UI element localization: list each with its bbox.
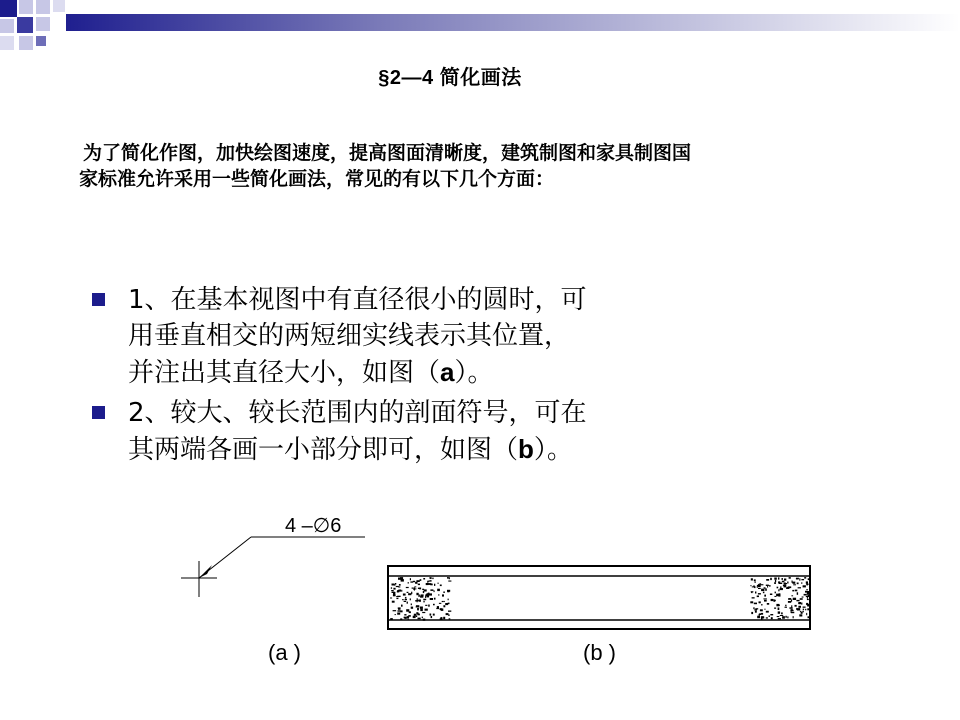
hatch-speck [393, 588, 395, 590]
hatch-speck [781, 588, 783, 589]
hatch-speck [398, 590, 401, 592]
hatch-speck [774, 582, 776, 584]
hatch-speck [792, 582, 795, 584]
hatch-speck [770, 594, 772, 596]
hatch-speck [807, 604, 809, 606]
hatch-speck [402, 599, 404, 600]
hatch-speck [392, 601, 395, 603]
hatch-speck [784, 579, 786, 581]
hatch-speck [436, 608, 439, 609]
hatch-speck [770, 614, 773, 615]
hatch-speck [434, 590, 435, 592]
hatch-speck [420, 609, 423, 611]
hatch-speck [425, 596, 426, 599]
hatch-speck [426, 583, 429, 585]
hatch-speck [778, 589, 779, 591]
hatch-speck [423, 578, 425, 580]
hatch-speck [448, 581, 451, 582]
hatch-speck [757, 586, 758, 587]
hatch-speck [791, 605, 792, 607]
hatch-speck [418, 596, 420, 597]
hatch-speck [448, 611, 451, 612]
hatch-speck [759, 614, 760, 616]
hatch-speck [782, 616, 785, 619]
hatch-speck [765, 588, 767, 590]
hatch-speck [790, 610, 793, 611]
hatch-speck [758, 584, 759, 586]
hatch-speck [774, 608, 776, 609]
hatch-speck [394, 584, 395, 586]
hatch-speck [807, 591, 810, 593]
hatch-speck [449, 577, 450, 579]
hatch-speck [805, 609, 806, 611]
hatch-speck [779, 593, 781, 595]
hatch-speck [761, 589, 764, 591]
hatch-speck [410, 598, 411, 600]
hatch-speck [404, 614, 406, 615]
hatch-speck [785, 616, 786, 618]
hatch-speck [800, 611, 801, 612]
hatch-speck [795, 590, 798, 592]
hatch-speck [801, 603, 802, 605]
hatch-speck [423, 599, 426, 601]
section-hatch-left [390, 577, 451, 621]
hatch-speck [413, 581, 415, 582]
hatch-speck [409, 611, 411, 613]
hatch-speck [447, 577, 449, 579]
hatch-speck [438, 594, 439, 595]
bullet-1-line-3-text: 并注出其直径大小，如图（ [128, 358, 441, 388]
hatch-speck [397, 613, 400, 615]
hatch-speck [778, 581, 780, 583]
hatch-speck [793, 616, 794, 618]
hatch-speck [803, 609, 804, 610]
hatch-speck [438, 606, 439, 608]
hatch-speck [422, 617, 423, 619]
hatch-speck [751, 591, 752, 593]
hatch-speck [425, 605, 427, 606]
hatch-speck [789, 607, 792, 609]
hatch-speck [804, 594, 807, 596]
hatch-speck [414, 614, 417, 616]
hatch-speck [434, 584, 435, 586]
hatch-speck [799, 614, 802, 616]
slide-title: §2—4 简化画法 [378, 67, 522, 89]
bullet-1-line-3-end: ）。 [454, 358, 494, 388]
hatch-speck [390, 618, 393, 619]
hatch-speck [757, 596, 759, 598]
hatch-speck [763, 592, 765, 594]
hatch-speck [778, 611, 780, 613]
hatch-speck [396, 586, 399, 587]
hatch-speck [420, 579, 422, 581]
hatch-speck [430, 614, 432, 615]
hatch-speck [798, 606, 801, 608]
hatch-speck [449, 618, 451, 619]
hatch-speck [425, 609, 428, 611]
hatch-speck [407, 616, 410, 619]
hatch-speck [427, 581, 428, 583]
hatch-speck [807, 608, 810, 610]
section-hatch-right [750, 577, 811, 620]
hatch-speck [759, 583, 761, 584]
hatch-speck [764, 600, 767, 602]
hatch-speck [437, 589, 440, 591]
hatch-speck [393, 610, 397, 611]
hatch-speck [788, 601, 791, 603]
hatch-speck [448, 615, 450, 616]
hatch-speck [754, 579, 756, 581]
hatch-speck [801, 612, 803, 614]
hatch-speck [417, 613, 419, 614]
hatch-speck [806, 584, 808, 585]
hatch-speck [407, 602, 408, 604]
hatch-speck [433, 604, 435, 606]
hatch-speck [411, 604, 412, 606]
hatch-speck [421, 594, 424, 596]
hatch-speck [422, 612, 425, 613]
hatch-speck [418, 618, 421, 620]
hatch-speck [752, 586, 755, 587]
hatch-speck [403, 594, 406, 596]
bullet-2-line-1: 2、较大、较长范围内的剖面符号，可在 [128, 398, 587, 428]
hatch-speck [769, 616, 771, 617]
hatch-speck [396, 596, 399, 597]
hatch-speck [803, 607, 806, 608]
hatch-speck [417, 608, 419, 610]
hatch-speck [801, 582, 802, 583]
hatch-speck [440, 617, 442, 619]
hatch-speck [808, 616, 810, 618]
hatch-speck [408, 582, 409, 583]
hatch-speck [774, 596, 776, 597]
hatch-speck [806, 596, 810, 597]
hatch-speck [758, 588, 761, 589]
hatch-speck [797, 608, 800, 610]
hatch-speck [415, 582, 417, 584]
hatch-speck [758, 593, 761, 594]
hatch-speck [767, 603, 769, 605]
figure-b-caption: (b ) [583, 640, 616, 665]
hatch-speck [414, 586, 416, 587]
hatch-speck [432, 578, 433, 580]
hatch-speck [798, 587, 801, 588]
hatch-speck [430, 577, 432, 579]
hatch-speck [416, 606, 419, 607]
hatch-speck [428, 594, 431, 595]
figure-a-caption: (a ) [268, 640, 301, 665]
hatch-speck [789, 598, 792, 599]
hatch-speck [447, 590, 450, 592]
hatch-speck [411, 607, 413, 609]
figure-ref-a: a [440, 357, 455, 387]
hatch-speck [423, 619, 426, 621]
hatch-speck [424, 589, 427, 591]
hatch-speck [427, 595, 429, 597]
hatch-speck [418, 588, 421, 589]
hatch-speck [408, 593, 411, 595]
hatch-speck [775, 592, 776, 594]
bullet-2-line-2-text: 其两端各画一小部分即可，如图（ [128, 435, 519, 465]
hatch-speck [429, 580, 431, 581]
hatch-speck [784, 585, 787, 587]
hatch-speck [412, 588, 414, 589]
hatch-speck [799, 578, 800, 580]
hatch-speck [761, 604, 763, 605]
hatch-speck [777, 587, 779, 589]
hatch-speck [791, 611, 792, 613]
hatch-speck [766, 611, 769, 613]
hatch-speck [757, 616, 760, 619]
hatch-speck [792, 590, 794, 592]
hatch-speck [391, 590, 394, 591]
hatch-speck [440, 608, 443, 610]
hatch-speck [751, 612, 753, 614]
hatch-speck [428, 583, 431, 585]
hatch-speck [796, 578, 799, 580]
bullet-1-line-1: 1、在基本视图中有直径很小的圆时，可 [128, 285, 587, 315]
hatch-speck [764, 609, 765, 610]
hatch-speck [788, 586, 792, 588]
hatch-speck [806, 589, 807, 590]
hatch-speck [806, 613, 807, 615]
hatch-speck [807, 599, 809, 600]
hatch-speck [781, 612, 783, 614]
bullet-2-line-2-end: ）。 [533, 435, 573, 465]
hatch-speck [404, 601, 407, 602]
hatch-speck [448, 599, 449, 601]
hatch-speck [796, 608, 797, 610]
hatch-speck [754, 609, 757, 610]
hatch-speck [797, 592, 798, 595]
hatch-speck [780, 615, 783, 616]
hatch-speck [428, 605, 430, 607]
hatch-speck [418, 584, 420, 586]
hatch-speck [761, 616, 764, 618]
hatch-speck [778, 577, 779, 579]
hatch-speck [414, 588, 417, 589]
hatch-speck [398, 578, 401, 580]
hatch-speck [416, 593, 418, 595]
hatch-speck [761, 613, 763, 615]
hatch-speck [410, 581, 413, 582]
hatch-speck [807, 592, 810, 594]
hatch-speck [395, 614, 396, 615]
hatch-speck [392, 592, 394, 594]
hatch-speck [416, 580, 419, 582]
hatch-speck [390, 598, 392, 599]
hatch-speck [778, 608, 780, 611]
hatch-speck [777, 616, 780, 617]
hatch-speck [399, 584, 401, 586]
hatch-speck [750, 601, 753, 603]
hatch-speck [760, 609, 763, 611]
hatch-speck [401, 590, 402, 592]
hatch-speck [750, 585, 751, 586]
hatch-speck [786, 583, 787, 584]
hatch-speck [774, 578, 777, 580]
hatch-speck [799, 602, 801, 604]
bullet-1-line-2: 用垂直相交的两短细实线表示其位置， [128, 321, 571, 351]
hatch-speck [405, 599, 407, 600]
hatch-speck [448, 603, 450, 605]
hatch-speck [793, 598, 796, 600]
hatch-speck [443, 605, 445, 607]
hatch-speck [417, 600, 418, 602]
hatch-speck [416, 616, 417, 617]
dimension-label: 4 –∅6 [285, 515, 342, 537]
hatch-speck [775, 580, 776, 582]
hatch-speck [418, 600, 421, 601]
hatch-speck [754, 603, 757, 605]
hatch-speck [766, 617, 768, 618]
hatch-speck [770, 578, 772, 580]
hatch-speck [802, 597, 804, 598]
hatch-speck [755, 611, 757, 613]
hatch-speck [439, 603, 441, 604]
hatch-speck [803, 585, 806, 587]
hatch-speck [793, 584, 796, 585]
hatch-speck [406, 587, 409, 588]
figure-a [181, 515, 365, 665]
hatch-speck [401, 605, 403, 607]
hatch-speck [433, 614, 435, 616]
hatch-speck [766, 579, 769, 581]
hatch-speck [787, 616, 788, 618]
hatch-speck [776, 604, 779, 606]
hatch-speck [787, 582, 788, 584]
hatch-speck [753, 607, 754, 609]
hatch-speck [396, 598, 398, 599]
hatch-speck [766, 585, 769, 586]
hatch-speck [804, 577, 806, 579]
hatch-speck [797, 583, 799, 585]
hatch-speck [800, 598, 803, 600]
hatch-speck [808, 578, 811, 580]
hatch-speck [792, 581, 793, 583]
hatch-speck [400, 618, 402, 619]
hatch-speck [791, 595, 793, 596]
hatch-speck [423, 601, 424, 603]
hatch-speck [442, 594, 444, 596]
hatch-speck [400, 610, 402, 612]
hatch-speck [785, 605, 786, 607]
hatch-speck [410, 578, 411, 580]
hatch-speck [431, 616, 433, 618]
hatch-speck [446, 613, 449, 615]
figure-ref-b: b [518, 434, 534, 464]
hatch-speck [801, 579, 804, 580]
hatch-speck [759, 602, 760, 603]
hatch-speck [405, 597, 406, 598]
hatch-speck [444, 601, 445, 602]
hatch-speck [398, 607, 401, 609]
hatch-speck [764, 595, 766, 597]
hatch-speck [755, 592, 756, 594]
hatch-speck [796, 600, 799, 601]
hatch-speck [789, 577, 791, 579]
hatch-speck [782, 581, 785, 583]
hatch-speck [413, 616, 416, 618]
hatch-speck [427, 593, 428, 594]
hatch-speck [784, 583, 786, 584]
figure-b [388, 566, 811, 665]
hatch-speck [785, 607, 788, 608]
hatch-speck [771, 617, 773, 619]
hatch-speck [769, 585, 770, 587]
hatch-speck [763, 598, 767, 599]
hatch-speck [440, 585, 442, 587]
hatch-speck [803, 611, 804, 613]
hatch-speck [391, 587, 392, 589]
hatch-speck [420, 607, 423, 609]
hatch-speck [408, 619, 409, 620]
hatch-speck [430, 589, 433, 591]
hatch-speck [754, 582, 756, 583]
intro-line-2: 家标准允许采用一些简化画法，常见的有以下几个方面： [79, 168, 555, 190]
hatch-speck [752, 597, 755, 598]
hatch-speck [772, 599, 775, 600]
hatch-speck [434, 598, 436, 600]
hatch-speck [806, 581, 808, 583]
hatch-speck [795, 605, 797, 607]
hatch-speck [430, 598, 433, 600]
hatch-speck [443, 617, 445, 619]
hatch-speck [442, 601, 444, 602]
hatch-speck [782, 578, 783, 580]
hatch-speck [778, 618, 781, 619]
hatch-speck [443, 592, 445, 593]
intro-line-1: 为了简化作图，加快绘图速度，提高图面清晰度，建筑制图和家具制图国 [83, 142, 692, 164]
hatch-speck [404, 617, 406, 619]
hatch-speck [751, 578, 753, 580]
hatch-speck [437, 583, 438, 584]
hatch-speck [392, 584, 395, 586]
hatch-speck [407, 592, 409, 593]
